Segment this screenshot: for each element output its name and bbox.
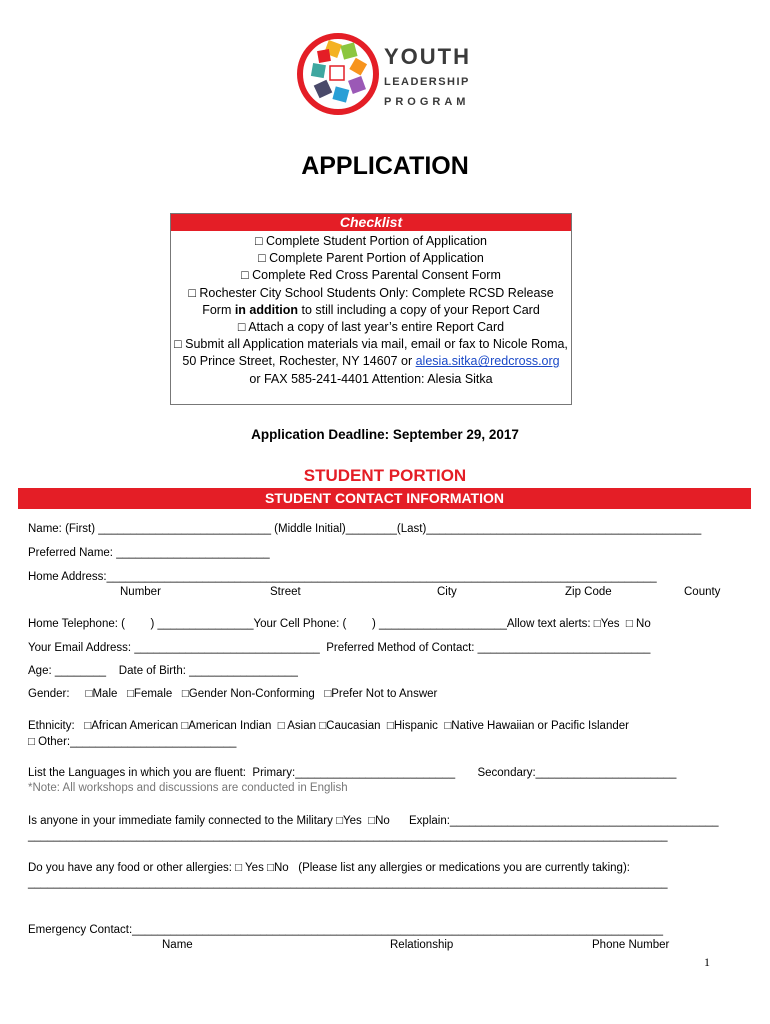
logo-text-program: PROGRAM — [384, 96, 470, 108]
allergies-field[interactable]: Do you have any food or other allergies: □ Yes □No (Please list any allergies or medications you are currently taking): — [28, 862, 630, 874]
program-logo — [296, 26, 486, 122]
student-portion-heading: STUDENT PORTION — [303, 466, 467, 485]
checklist-emphasis: in addition — [234, 302, 299, 317]
checklist-item — [171, 302, 571, 319]
ethnicity-other-field[interactable]: □ Other:__________________________ — [28, 736, 237, 748]
checklist-text: to still including a copy of your Report Card — [298, 302, 540, 317]
logo-text-leadership: LEADERSHIP — [384, 76, 470, 88]
emergency-name-label: Name — [162, 939, 193, 951]
checklist-heading: Checklist — [171, 214, 571, 231]
email-link[interactable]: alesia.sitka@redcross.org — [415, 354, 560, 369]
page-number: 1 — [704, 955, 710, 969]
telephone-field[interactable]: Home Telephone: ( ) _______________Your Cell Phone: ( ) ____________________Allow text alerts: □Yes □ No — [28, 618, 651, 630]
address-county-label: County — [684, 586, 721, 598]
checklist-item: □ Attach a copy of last year’s entire Report Card — [237, 320, 505, 335]
address-city-label: City — [437, 586, 457, 598]
preferred-name-field[interactable]: Preferred Name: ________________________ — [28, 547, 270, 559]
application-deadline: Application Deadline: September 29, 2017 — [251, 427, 519, 442]
emergency-contact-field[interactable]: Emergency Contact:___________________________________________________________________________________ — [28, 924, 664, 936]
contact-info-heading: STUDENT CONTACT INFORMATION — [18, 488, 751, 509]
checklist-box — [170, 213, 572, 405]
checklist-item: □ Complete Student Portion of Application — [255, 234, 487, 248]
checklist-text: 50 Prince Street, Rochester, NY 14607 or — [182, 354, 416, 369]
page-title: APPLICATION — [301, 152, 469, 180]
checklist-item: □ Complete Parent Portion of Application — [258, 251, 484, 266]
checklist-item: □ Rochester City School Students Only: Complete RCSD Release — [188, 285, 554, 300]
emergency-relationship-label: Relationship — [390, 939, 454, 951]
gender-options[interactable]: Gender: □Male □Female □Gender Non-Conforming □Prefer Not to Answer — [28, 688, 438, 700]
military-explain-line[interactable]: ____________________________________________________________________________________________________ — [28, 830, 668, 842]
checklist-item — [171, 353, 571, 370]
allergies-line[interactable]: ____________________________________________________________________________________________________ — [28, 877, 668, 889]
languages-field[interactable]: List the Languages in which you are fluent: Primary:_________________________ Secondary:______________________ — [28, 767, 677, 779]
logo-ring-icon — [296, 26, 380, 122]
checklist-item: or FAX 585-241-4401 Attention: Alesia Sitka — [249, 371, 493, 386]
address-number-label: Number — [120, 586, 161, 598]
address-zip-label: Zip Code — [565, 586, 612, 598]
checklist-item: □ Submit all Application materials via mail, email or fax to Nicole Roma, — [174, 337, 568, 352]
languages-note: *Note: All workshops and discussions are conducted in English — [28, 782, 348, 794]
ethnicity-options[interactable]: Ethnicity: □African American □American Indian □ Asian □Caucasian □Hispanic □Native Hawaiian or Pacific Islander — [28, 720, 629, 732]
email-field[interactable]: Your Email Address: _____________________________ Preferred Method of Contact: ___________________________ — [28, 642, 651, 654]
age-dob-field[interactable]: Age: ________ Date of Birth: _________________ — [28, 665, 298, 677]
checklist-item: □ Complete Red Cross Parental Consent Form — [241, 268, 501, 283]
logo-text-youth: YOUTH — [384, 44, 471, 69]
name-field[interactable]: Name: (First) ___________________________ (Middle Initial)________(Last)___________________________________________ — [28, 523, 702, 535]
military-field[interactable]: Is anyone in your immediate family connected to the Military □Yes □No Explain:__________________________________________ — [28, 815, 719, 827]
home-address-field[interactable]: Home Address:______________________________________________________________________________________ — [28, 571, 657, 583]
address-street-label: Street — [270, 586, 301, 598]
emergency-phone-label: Phone Number — [592, 939, 670, 951]
checklist-body — [171, 231, 571, 388]
checklist-text: Form — [202, 302, 235, 317]
